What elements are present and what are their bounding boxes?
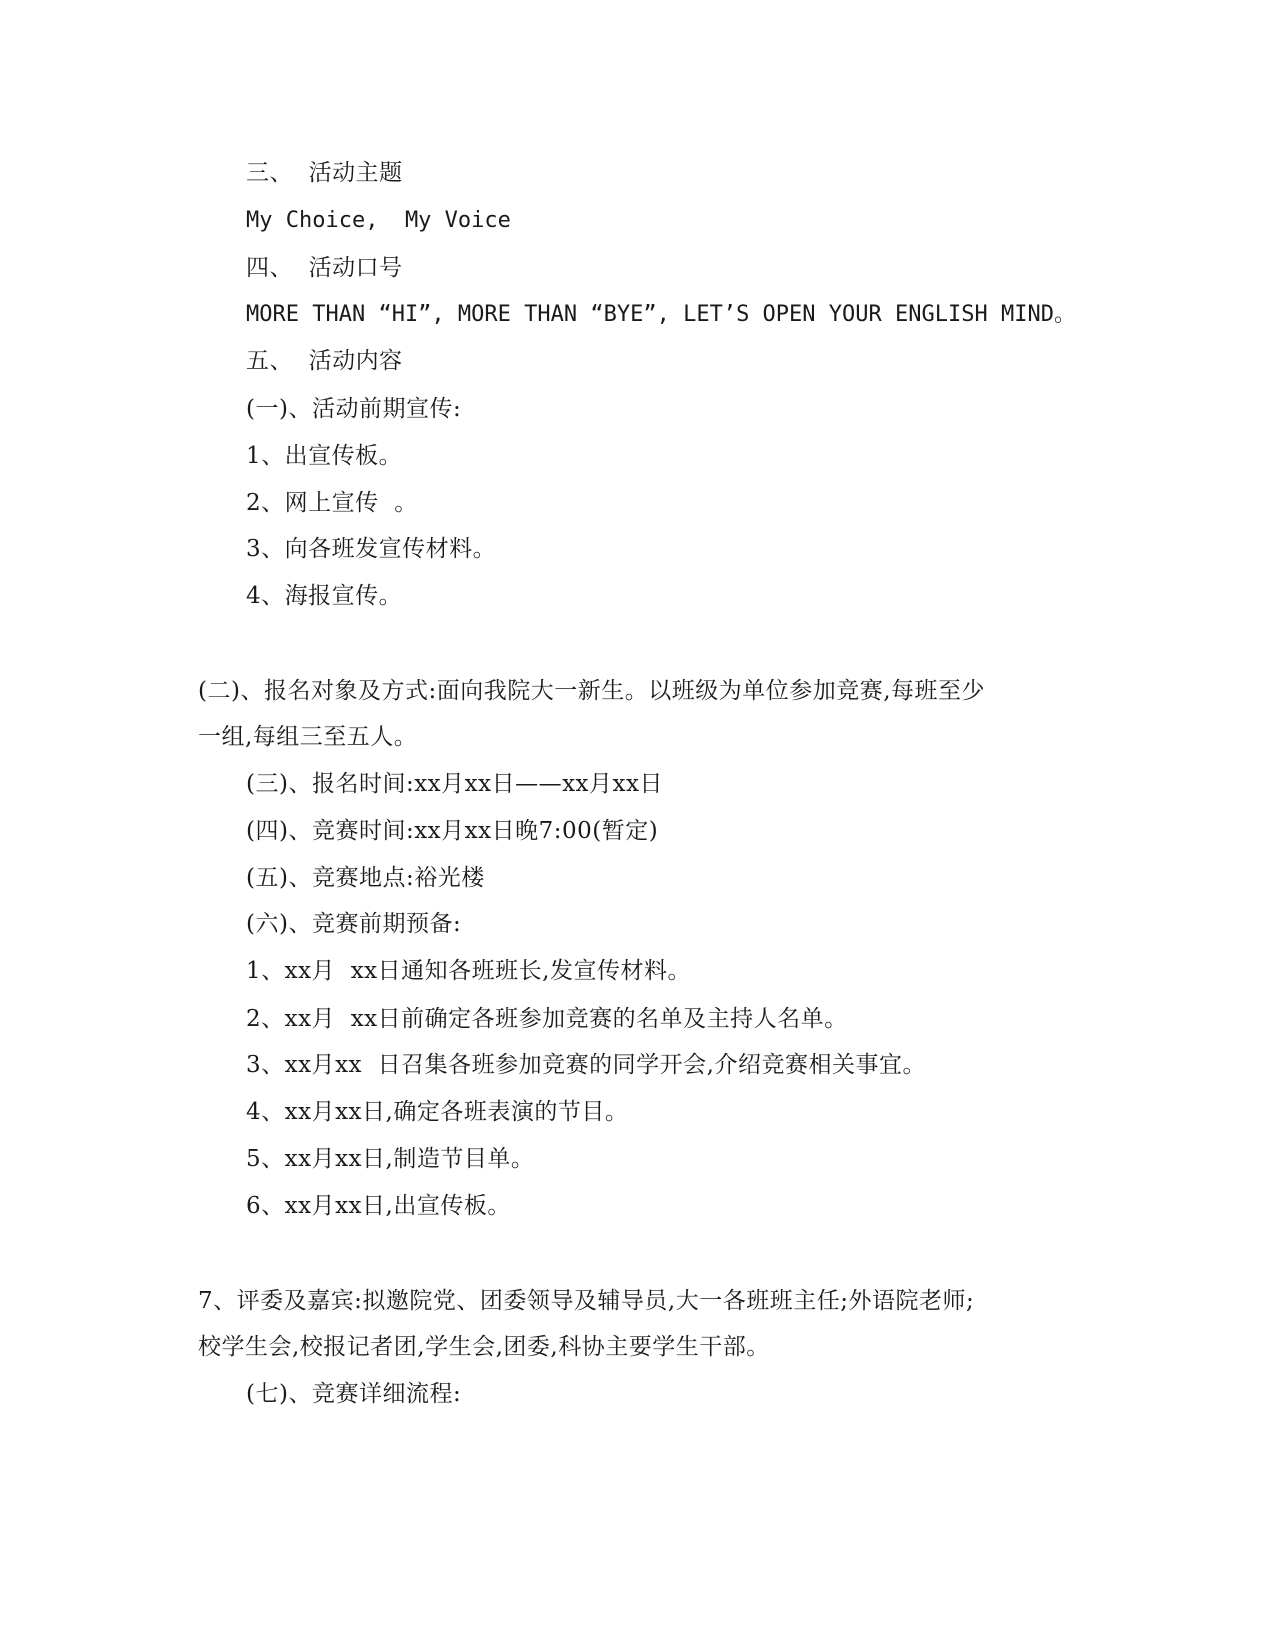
list-item: 6、xx月xx日,出宣传板。	[246, 1193, 511, 1219]
procedure-heading: (七)、竞赛详细流程:	[246, 1381, 462, 1407]
list-item: 2、网上宣传 。	[246, 490, 418, 516]
list-item: 3、xx月xx 日召集各班参加竞赛的同学开会,介绍竞赛相关事宜。	[246, 1052, 926, 1078]
activity-theme: My Choice, My Voice	[246, 208, 511, 233]
list-item: 4、xx月xx日,确定各班表演的节目。	[246, 1099, 629, 1125]
section-five-heading: 五、 活动内容	[246, 348, 403, 374]
competition-venue: (五)、竞赛地点:裕光楼	[246, 865, 485, 891]
judges-paragraph-line-1: 7、评委及嘉宾:拟邀院党、团委领导及辅导员,大一各班班主任;外语院老师;	[198, 1288, 975, 1314]
section-four-heading: 四、 活动口号	[246, 255, 403, 281]
publicity-heading: (一)、活动前期宣传:	[246, 396, 462, 422]
preparation-heading: (六)、竞赛前期预备:	[246, 911, 462, 937]
activity-slogan: MORE THAN “HI”, MORE THAN “BYE”, LET’S OPEN YOUR ENGLISH MIND。	[246, 302, 1076, 327]
registration-paragraph-line-2: 一组,每组三至五人。	[198, 724, 418, 750]
list-item: 3、向各班发宣传材料。	[246, 536, 497, 562]
list-item: 1、出宣传板。	[246, 443, 403, 469]
list-item: 5、xx月xx日,制造节目单。	[246, 1146, 535, 1172]
list-item: 4、海报宣传。	[246, 583, 403, 609]
registration-time: (三)、报名时间:xx月xx日——xx月xx日	[246, 771, 663, 797]
judges-paragraph-line-2: 校学生会,校报记者团,学生会,团委,科协主要学生干部。	[198, 1334, 770, 1360]
list-item: 2、xx月 xx日前确定各班参加竞赛的名单及主持人名单。	[246, 1006, 848, 1032]
list-item: 1、xx月 xx日通知各班班长,发宣传材料。	[246, 958, 691, 984]
registration-paragraph-line-1: (二)、报名对象及方式:面向我院大一新生。以班级为单位参加竞赛,每班至少	[198, 678, 986, 704]
section-three-heading: 三、 活动主题	[246, 160, 403, 186]
competition-time: (四)、竞赛时间:xx月xx日晚7:00(暂定)	[246, 818, 659, 844]
